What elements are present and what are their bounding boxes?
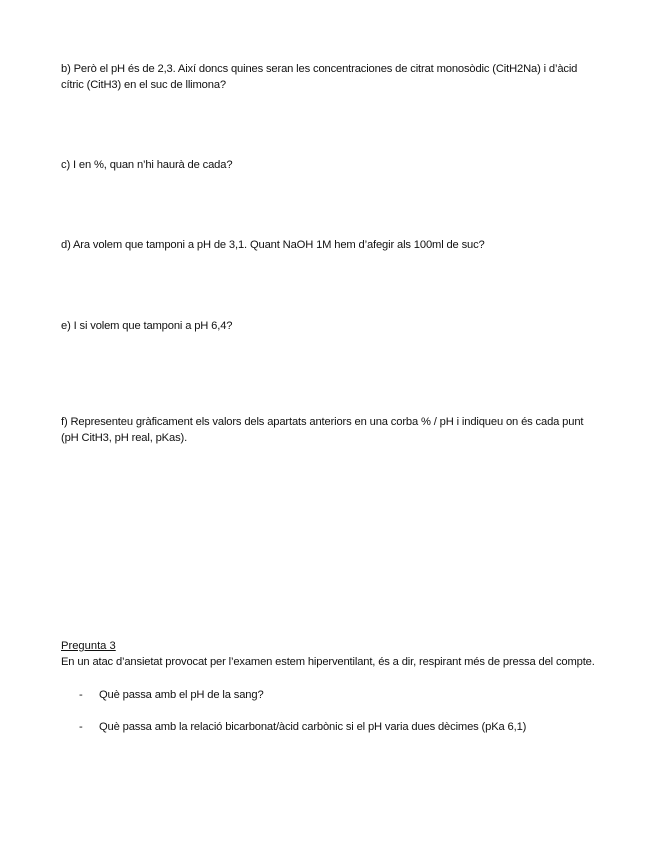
question-f: f) Representeu gràficament els valors dels apartats anteriors en una corba % / pH i indiqueu on és cada punt (pH CitH3, pH real, pKas). [61,416,584,444]
bullet-marker: - [79,689,83,701]
bullet-marker: - [79,721,83,733]
question-b: b) Però el pH és de 2,3. Així doncs quines seran les concentraciones de citrat monosòdic (CitH2Na) i d’àcid cítric (CitH3) en el suc de llimona? [61,63,578,91]
bullet-text: Què passa amb la relació bicarbonat/àcid carbònic si el pH varia dues dècimes (pKa 6,1) [99,721,527,733]
bullet-text: Què passa amb el pH de la sang? [99,689,264,701]
question-c: c) I en %, quan n’hi haurà de cada? [61,159,233,171]
pregunta-3-title: Pregunta 3 [61,640,116,652]
question-e: e) I si volem que tamponi a pH 6,4? [61,320,233,332]
pregunta-3-intro: En un atac d’ansietat provocat per l’examen estem hiperventilant, és a dir, respirant més de pressa del compte. [61,656,595,668]
question-d: d) Ara volem que tamponi a pH de 3,1. Quant NaOH 1M hem d’afegir als 100ml de suc? [61,239,485,251]
